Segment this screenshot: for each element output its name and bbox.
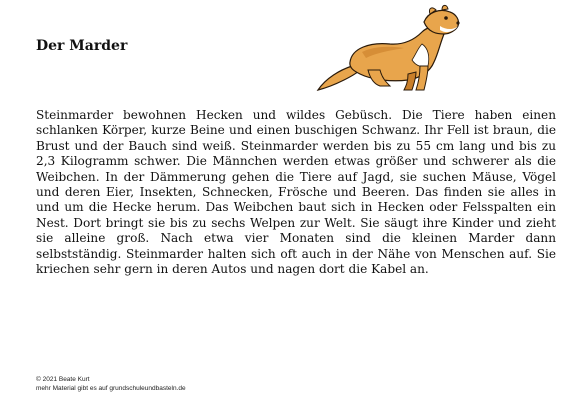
source-text: mehr Material gibt es auf grundschuleundbasteln.de <box>36 384 186 392</box>
copyright-text: © 2021 Beate Kurt <box>36 376 90 383</box>
marten-icon <box>312 4 464 96</box>
page-title: Der Marder <box>36 38 128 54</box>
body-paragraph: Steinmarder bewohnen Hecken und wildes Gebüsch. Die Tiere haben einen schlanken Körper, kurze Beine und einen buschigen Schwanz. Ihr Fell ist braun, die Brust und der Bauch sind weiß. Steinmarder werden bis zu 55 cm lang und bis zu 2,3 Kilogramm schwer. Die Männchen werden etwas größer und schwerer als die Weibchen. In der Dämmerung gehen die Tiere auf Jagd, sie suchen Mäuse, Vögel und deren Eier, Insekten, Schnecken, Frösche und Beeren. Das finden sie alles in und um die Hecke herum. Das Weibchen baut sich in Hecken oder Felsspalten ein Nest. Dort bringt sie bis zu sechs Welpen zur Welt. Sie säugt ihre Kinder und zieht sie alleine groß. Nach etwa vier Monaten sind die kleinen Marder dann selbstständig. Steinmarder halten sich oft auch in der Nähe von Menschen auf. Sie kriechen sehr gern in deren Autos und nagen dort die Kabel an. <box>36 108 556 277</box>
footer <box>36 376 186 393</box>
